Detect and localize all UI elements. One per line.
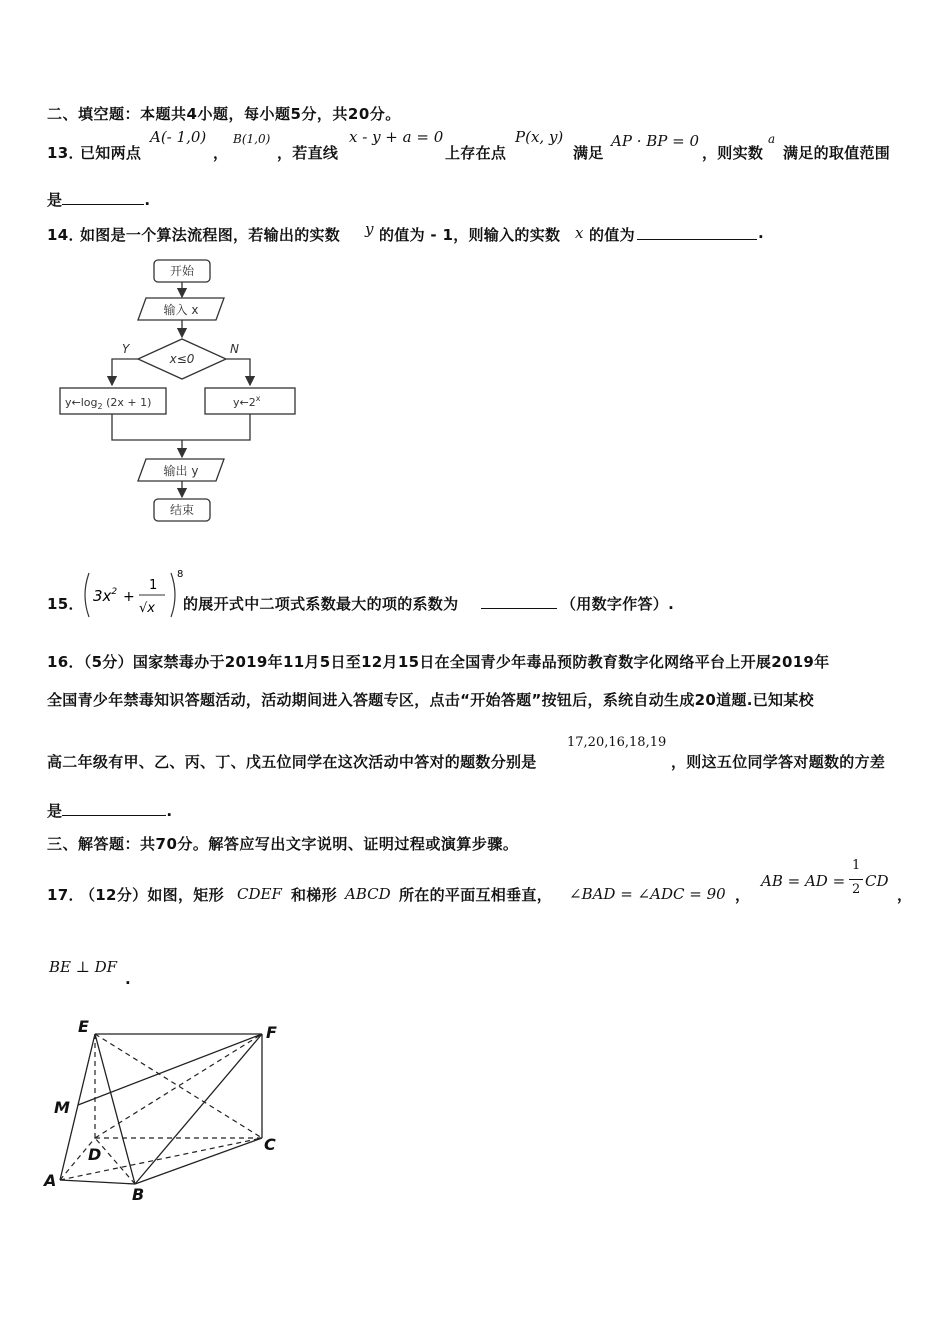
q13-text-6: 满足的取值范围 bbox=[783, 144, 891, 162]
q13-var-a: a bbox=[768, 132, 776, 146]
geometry-figure bbox=[40, 1010, 290, 1205]
q15-power: 8 bbox=[177, 569, 184, 580]
q16-end: . bbox=[166, 802, 173, 820]
q13-point-a: A(- 1,0) bbox=[150, 128, 207, 146]
q17-text-2: 和梯形 bbox=[291, 886, 337, 904]
q14-var-y: y bbox=[365, 220, 374, 238]
q17-number: 17． bbox=[47, 886, 84, 904]
label-A: A bbox=[44, 1171, 57, 1190]
q13-text-4: 满足 bbox=[573, 144, 604, 162]
q17-perp-line bbox=[47, 958, 247, 988]
q13-text-3: 上存在点 bbox=[445, 144, 507, 162]
q16-line-1: 16．（5分）国家禁毒办于2019年11月5日至12月15日在全国青少年毒品预防教育数字化网络平台上开展2019年 bbox=[47, 653, 830, 671]
q13-condition: AP · BP = 0 bbox=[611, 132, 699, 150]
q16-line-2: 全国青少年禁毒知识答题活动，活动期间进入答题专区，点击“开始答题”按钮后，系统自动生成20道题.已知某校 bbox=[47, 691, 814, 709]
flow-left-process-label: $y\leftarrow\log_2$ (2x + 1) bbox=[65, 396, 152, 411]
q17-eq-left: AB = AD = bbox=[761, 872, 846, 890]
q13-text-2: ，若直线 bbox=[277, 144, 339, 162]
q15-plus: + bbox=[123, 589, 135, 605]
q16-line-3 bbox=[47, 735, 927, 775]
edge-AB bbox=[60, 1180, 135, 1184]
q16-answer-line bbox=[47, 800, 172, 821]
q13-answer-line bbox=[47, 189, 150, 210]
question-17 bbox=[47, 858, 927, 908]
q17-comma: ， bbox=[735, 886, 751, 904]
q16-text-3a: 高二年级有甲、乙、丙、丁、戊五位同学在这次活动中答对的题数分别是 bbox=[47, 753, 537, 771]
label-C: C bbox=[264, 1135, 276, 1154]
label-F: F bbox=[266, 1023, 277, 1042]
q13-text-1: 已知两点 bbox=[80, 144, 142, 162]
label-D: D bbox=[88, 1145, 102, 1164]
q16-data: 17,20,16,18,19 bbox=[567, 735, 667, 750]
q13-text-7: 是 bbox=[47, 191, 63, 209]
flow-input-label: 输入 x bbox=[163, 303, 199, 317]
flow-no-label: N bbox=[230, 342, 239, 356]
flow-output-label: 输出 y bbox=[163, 464, 199, 478]
q15-numerator: 1 bbox=[149, 578, 158, 593]
label-B: B bbox=[132, 1185, 145, 1204]
q17-rect: CDEF bbox=[237, 885, 282, 903]
algorithm-flowchart bbox=[50, 255, 310, 530]
q14-text-3: 的值为 bbox=[589, 226, 635, 244]
q14-text-1: 如图是一个算法流程图，若输出的实数 bbox=[80, 226, 341, 244]
q15-number: 15． bbox=[47, 595, 84, 613]
q17-perp: BE ⊥ DF bbox=[49, 958, 118, 976]
question-13 bbox=[47, 128, 927, 168]
q13-text-5: ，则实数 bbox=[702, 144, 764, 162]
q13-end: . bbox=[144, 191, 151, 209]
flow-condition-label: x≤0 bbox=[169, 352, 195, 366]
q17-half-numerator: 1 bbox=[852, 858, 861, 873]
q13-answer-blank[interactable] bbox=[62, 190, 144, 205]
q13-comma: ， bbox=[213, 144, 229, 162]
q14-var-x: x bbox=[575, 224, 584, 242]
flow-yes-label: Y bbox=[122, 342, 130, 356]
flow-start-label: 开始 bbox=[169, 264, 195, 278]
q15-coef: $3x^2$ bbox=[93, 587, 118, 605]
answer-section-header: 三、解答题：共70分。解答应写出文字说明、证明过程或演算步骤。 bbox=[47, 835, 519, 853]
q14-answer-blank[interactable] bbox=[637, 225, 757, 240]
q13-point-b: B(1,0) bbox=[233, 132, 271, 146]
q16-text-4: 是 bbox=[47, 802, 63, 820]
label-E: E bbox=[78, 1017, 89, 1036]
flow-right-process-label: y←2$^x$ bbox=[233, 394, 261, 409]
q17-end: . bbox=[125, 970, 131, 988]
q17-text-1: （12分）如图，矩形 bbox=[80, 886, 224, 904]
q17-trap: ABCD bbox=[345, 885, 391, 903]
edge-MF bbox=[78, 1034, 262, 1105]
q14-text-2: 的值为 - 1，则输入的实数 bbox=[379, 226, 561, 244]
q17-eq-right: CD bbox=[865, 872, 889, 890]
q15-answer-blank[interactable] bbox=[481, 594, 557, 609]
q14-end: . bbox=[758, 224, 764, 242]
fill-section-header: 二、填空题：本题共4小题，每小题5分，共20分。 bbox=[47, 105, 401, 123]
q15-denominator: √x bbox=[139, 601, 155, 616]
flow-end-label: 结束 bbox=[169, 503, 195, 517]
q17-comma-2: ， bbox=[897, 886, 913, 904]
q13-number: 13． bbox=[47, 144, 84, 162]
q16-answer-blank[interactable] bbox=[62, 801, 166, 816]
q17-angle: ∠BAD = ∠ADC = 90 bbox=[569, 885, 726, 903]
q15-text-2: （用数字作答）. bbox=[561, 595, 675, 613]
q17-fraction-bar bbox=[849, 879, 863, 880]
label-M: M bbox=[54, 1098, 70, 1117]
q13-line-eq: x - y + a = 0 bbox=[349, 128, 444, 146]
q15-text-1: 的展开式中二项式系数最大的项的系数为 bbox=[183, 595, 459, 613]
q17-text-3: 所在的平面互相垂直， bbox=[399, 886, 553, 904]
question-15 bbox=[47, 565, 927, 625]
q17-half-denominator: 2 bbox=[852, 882, 861, 897]
q14-number: 14． bbox=[47, 226, 84, 244]
q16-text-3b: ，则这五位同学答对题数的方差 bbox=[671, 753, 886, 771]
q13-point-p: P(x, y) bbox=[515, 128, 564, 146]
question-14 bbox=[47, 220, 927, 248]
